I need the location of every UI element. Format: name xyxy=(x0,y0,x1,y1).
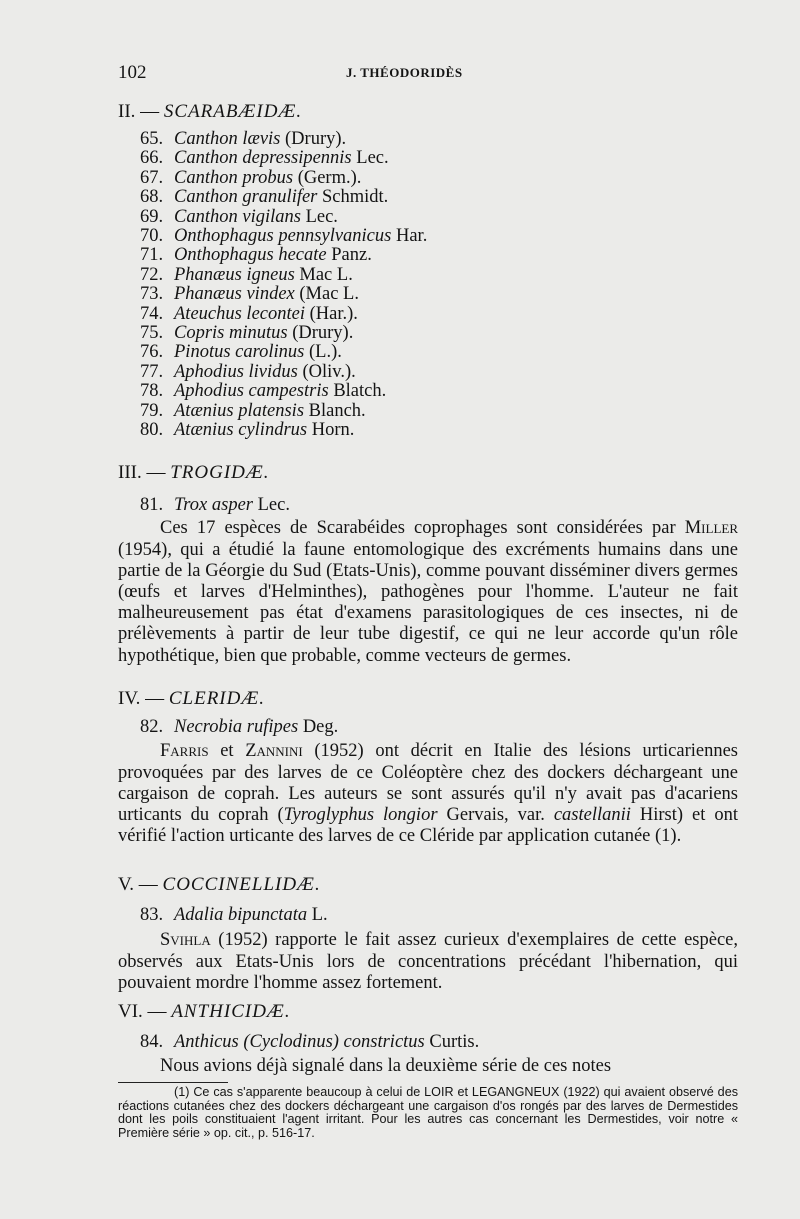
species-author: Panz. xyxy=(326,245,372,266)
species-number: 74. xyxy=(140,303,164,324)
species-number: 79. xyxy=(140,400,164,421)
species-name: Atænius platensis xyxy=(174,400,305,421)
species-number: 70. xyxy=(140,226,164,247)
species-author: (Drury). xyxy=(280,129,347,149)
species-number: 75. xyxy=(140,323,164,344)
section-trogidae xyxy=(118,460,738,667)
species-name: Canthon depressipennis xyxy=(174,148,352,169)
species-name: Adalia bipunctata xyxy=(174,905,308,925)
species-item xyxy=(118,718,738,737)
species-item xyxy=(118,402,738,421)
species-name: Aphodius lividus xyxy=(174,361,298,382)
species-item xyxy=(118,906,738,925)
species-author: (Oliv.). xyxy=(297,361,356,382)
section-scarabaeidae xyxy=(118,99,738,441)
section-cleridae xyxy=(118,686,738,847)
species-item xyxy=(118,305,738,324)
species-number: 68. xyxy=(140,187,164,208)
species-name: Onthophagus pennsylvanicus xyxy=(174,226,392,247)
species-item xyxy=(118,169,738,188)
section-heading: III. — TROGIDÆ. xyxy=(118,462,270,483)
species-author: Lec. xyxy=(351,148,389,169)
species-list xyxy=(118,130,738,441)
species-name: Atænius cylindrus xyxy=(174,420,308,441)
species-list xyxy=(118,1033,738,1052)
species-item xyxy=(118,130,738,149)
species-author: L. xyxy=(307,905,328,925)
species-item xyxy=(118,324,738,343)
species-author: (Drury). xyxy=(287,323,354,344)
species-item xyxy=(118,188,738,207)
species-name: Phanæus igneus xyxy=(174,264,295,285)
species-number: 71. xyxy=(140,245,164,266)
footnote: (1) Ce cas s'apparente beaucoup à celui de LOIR et LEGANGNEUX (1922) qui avaient observé des réactions cutanées chez des dockers déchargeant une cargaison d'os rongés par des larves de Dermestides dont les poils constituaient l'agent irritant. Pour les autres cas concernant les Dermestides, voir notre « Première série » op. cit., p. 516-17. xyxy=(118,1085,738,1140)
species-number: 72. xyxy=(140,264,164,285)
species-name: Canthon granulifer xyxy=(174,187,318,208)
species-list xyxy=(118,496,738,515)
species-author: Blanch. xyxy=(304,400,366,421)
species-name: Trox asper xyxy=(174,495,253,515)
section-heading: IV. — CLERIDÆ. xyxy=(118,688,266,709)
footnote-rule xyxy=(118,1082,228,1083)
page-number: 102 xyxy=(118,62,147,83)
species-list xyxy=(118,906,738,925)
species-author: (Mac L. xyxy=(294,284,359,305)
section-coccinellidae xyxy=(118,872,738,994)
species-number: 76. xyxy=(140,342,164,363)
species-number: 73. xyxy=(140,284,164,305)
species-number: 82. xyxy=(140,717,164,737)
species-item xyxy=(118,382,738,401)
section-heading: II. — SCARABÆIDÆ. xyxy=(118,101,303,122)
species-number: 77. xyxy=(140,361,164,382)
species-number: 69. xyxy=(140,206,164,227)
section-heading: VI. — ANTHICIDÆ. xyxy=(118,1001,291,1022)
section-heading: V. — COCCINELLIDÆ. xyxy=(118,874,321,895)
species-author: Schmidt. xyxy=(317,187,389,208)
species-author: Lec. xyxy=(300,206,338,227)
species-name: Pinotus carolinus xyxy=(174,342,305,363)
species-number: 65. xyxy=(140,129,164,149)
species-item xyxy=(118,496,738,515)
section-anthicidae xyxy=(118,999,738,1078)
species-name: Ateuchus lecontei xyxy=(174,303,305,324)
paragraph: Ces 17 espèces de Scarabéides coprophages sont considérées par Miller (1954), qui a étudié la faune entomologique des excréments humains dans une partie de la Géorgie du Sud (Etats-Unis), comme pouvant disséminer divers germes (œufs et larves d'Helminthes), pathogènes pour l'homme. L'auteur ne fait malheureusement pas état d'examens parasitologiques de ces insectes, ni de prélèvements à partir de leur tube digestif, ce qui ne leur accorde qu'un rôle hypothétique, bien que probable, comme vecteurs de germes. xyxy=(118,518,738,666)
species-name: Canthon lævis xyxy=(174,129,281,149)
species-item xyxy=(118,1033,738,1052)
species-name: Necrobia rufipes xyxy=(174,717,299,737)
paragraph: Farris et Zannini (1952) ont décrit en Italie des lésions urticariennes provoquées par des larves de ce Coléoptère chez des dockers déchargeant une cargaison de coprah. Les auteurs se sont assurés qu'il n'y avait pas d'acariens urticants du coprah (Tyroglyphus longior Gervais, var. castellanii Hirst) et ont vérifié l'action urticante des larves de ce Cléride par application cutanée (1). xyxy=(118,741,738,847)
page-header xyxy=(118,62,738,86)
species-name: Phanæus vindex xyxy=(174,284,295,305)
species-author: Curtis. xyxy=(424,1032,480,1052)
species-item xyxy=(118,149,738,168)
species-item xyxy=(118,363,738,382)
species-item xyxy=(118,285,738,304)
species-author: (L.). xyxy=(304,342,342,363)
running-head: J. THÉODORIDÈS xyxy=(346,65,463,80)
species-number: 80. xyxy=(140,420,164,441)
species-item xyxy=(118,208,738,227)
species-item xyxy=(118,266,738,285)
species-author: Deg. xyxy=(298,717,339,737)
species-number: 78. xyxy=(140,381,164,402)
species-author: (Germ.). xyxy=(293,167,362,188)
paragraph: Nous avions déjà signalé dans la deuxième série de ces notes xyxy=(160,1056,612,1077)
species-name: Canthon vigilans xyxy=(174,206,301,227)
species-number: 66. xyxy=(140,148,164,169)
species-number: 67. xyxy=(140,167,164,188)
species-name: Canthon probus xyxy=(174,167,294,188)
species-item xyxy=(118,421,738,440)
paragraph: Svihla (1952) rapporte le fait assez curieux d'exemplaires de cette espèce, observés aux Etats-Unis lors de concentrations précédant l'hibernation, qui pouvaient mordre l'homme assez fortement. xyxy=(118,930,738,993)
species-author: Mac L. xyxy=(294,264,353,285)
species-item xyxy=(118,343,738,362)
species-name: Anthicus (Cyclodinus) constrictus xyxy=(174,1032,425,1052)
species-number: 81. xyxy=(140,495,164,515)
species-name: Onthophagus hecate xyxy=(174,245,327,266)
species-item xyxy=(118,227,738,246)
species-item xyxy=(118,246,738,265)
species-author: (Har.). xyxy=(305,303,358,324)
species-name: Aphodius campestris xyxy=(174,381,329,402)
species-author: Blatch. xyxy=(328,381,387,402)
species-number: 84. xyxy=(140,1032,164,1052)
species-list xyxy=(118,718,738,737)
species-name: Copris minutus xyxy=(174,323,288,344)
species-author: Har. xyxy=(391,226,428,247)
species-author: Lec. xyxy=(252,495,290,515)
species-author: Horn. xyxy=(307,420,355,441)
species-number: 83. xyxy=(140,905,164,925)
